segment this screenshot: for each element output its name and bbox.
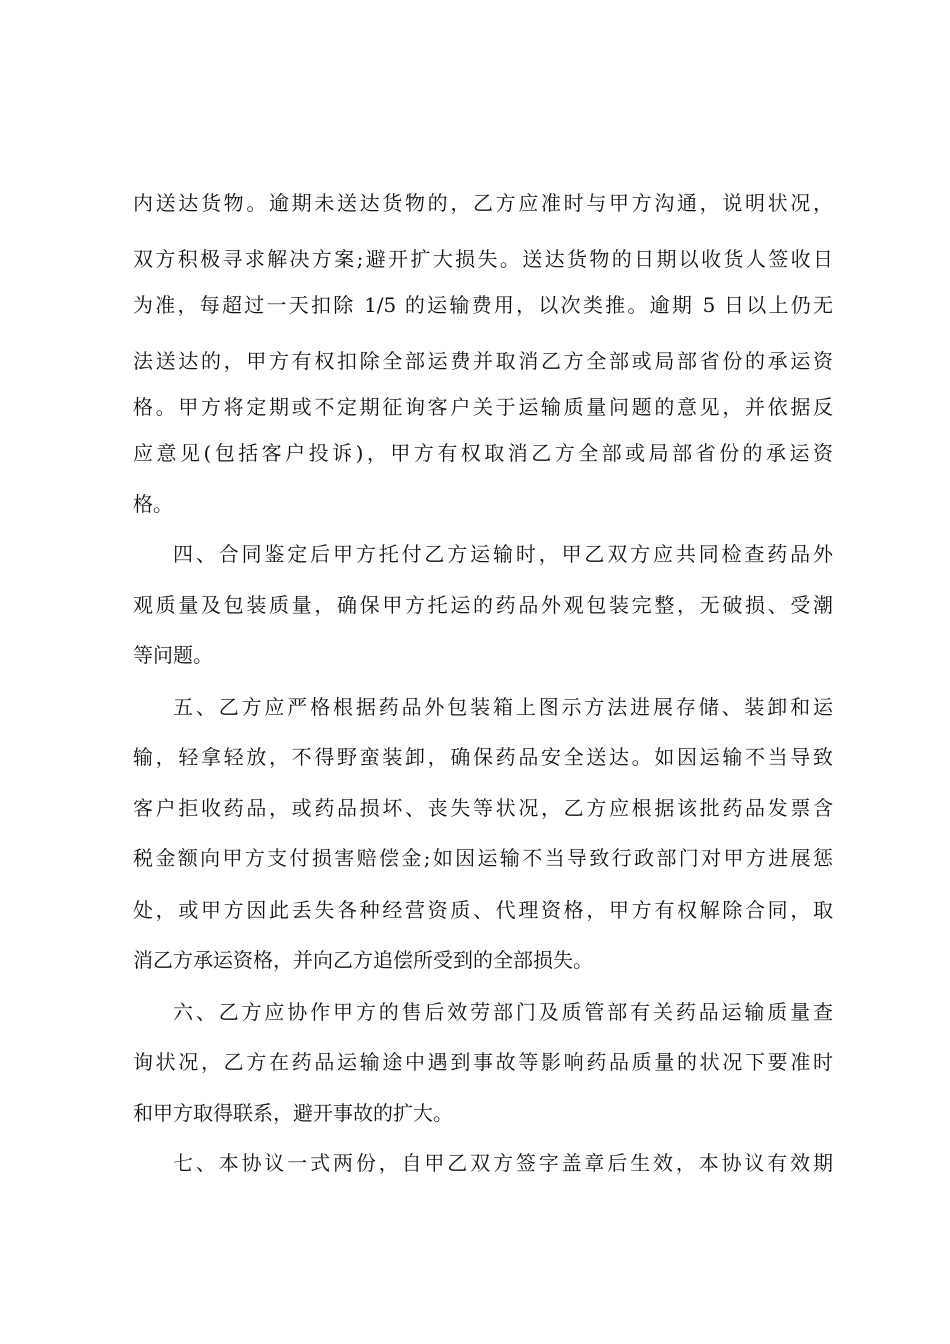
paragraph-4-line-1: 六、乙方应协作甲方的售后效劳部门及质管部有关药品运输质量查 [173, 1000, 833, 1024]
paragraph-3-line-5: 处，或甲方因此丢失各种经营资质、代理资格，甲方有权解除合同，取 [133, 898, 833, 922]
paragraph-1-line-6: 应意见(包括客户投诉)，甲方有权取消乙方全部或局部省份的承运资 [133, 441, 833, 465]
paragraph-1-line-5: 格。甲方将定期或不定期征询客户关于运输质量问题的意见，并依据反 [133, 395, 833, 419]
paragraph-2-line-1: 四、合同鉴定后甲方托付乙方运输时，甲乙双方应共同检查药品外 [173, 542, 833, 566]
paragraph-1-line-3: 为准，每超过一天扣除 1/5 的运输费用，以次类推。逾期 5 日以上仍无 [133, 293, 833, 317]
paragraph-3-line-1: 五、乙方应严格根据药品外包装箱上图示方法进展存储、装卸和运 [173, 695, 833, 719]
paragraph-1-line-7: 格。 [133, 492, 173, 516]
paragraph-3-line-2: 输，轻拿轻放，不得野蛮装卸，确保药品安全送达。如因运输不当导致 [133, 745, 833, 769]
paragraph-5-line-1: 七、本协议一式两份，自甲乙双方签字盖章后生效，本协议有效期 [173, 1151, 833, 1175]
paragraph-3-line-4: 税金额向甲方支付损害赔偿金;如因运输不当导致行政部门对甲方进展惩 [133, 846, 833, 870]
paragraph-3-line-6: 消乙方承运资格，并向乙方追偿所受到的全部损失。 [133, 948, 593, 972]
paragraph-2-line-3: 等问题。 [133, 643, 213, 667]
paragraph-1-line-4: 法送达的，甲方有权扣除全部运费并取消乙方全部或局部省份的承运资 [133, 349, 833, 373]
paragraph-3-line-3: 客户拒收药品，或药品损坏、丧失等状况，乙方应根据该批药品发票含 [133, 796, 833, 820]
paragraph-1-line-2: 双方积极寻求解决方案;避开扩大损失。送达货物的日期以收货人签收日 [133, 247, 833, 271]
paragraph-4-line-2: 询状况，乙方在药品运输途中遇到事故等影响药品质量的状况下要准时 [133, 1050, 833, 1074]
paragraph-1-line-1: 内送达货物。逾期未送达货物的，乙方应准时与甲方沟通，说明状况， [133, 191, 833, 215]
paragraph-2-line-2: 观质量及包装质量，确保甲方托运的药品外观包装完整，无破损、受潮 [133, 593, 833, 617]
paragraph-4-line-3: 和甲方取得联系，避开事故的扩大。 [133, 1101, 453, 1125]
